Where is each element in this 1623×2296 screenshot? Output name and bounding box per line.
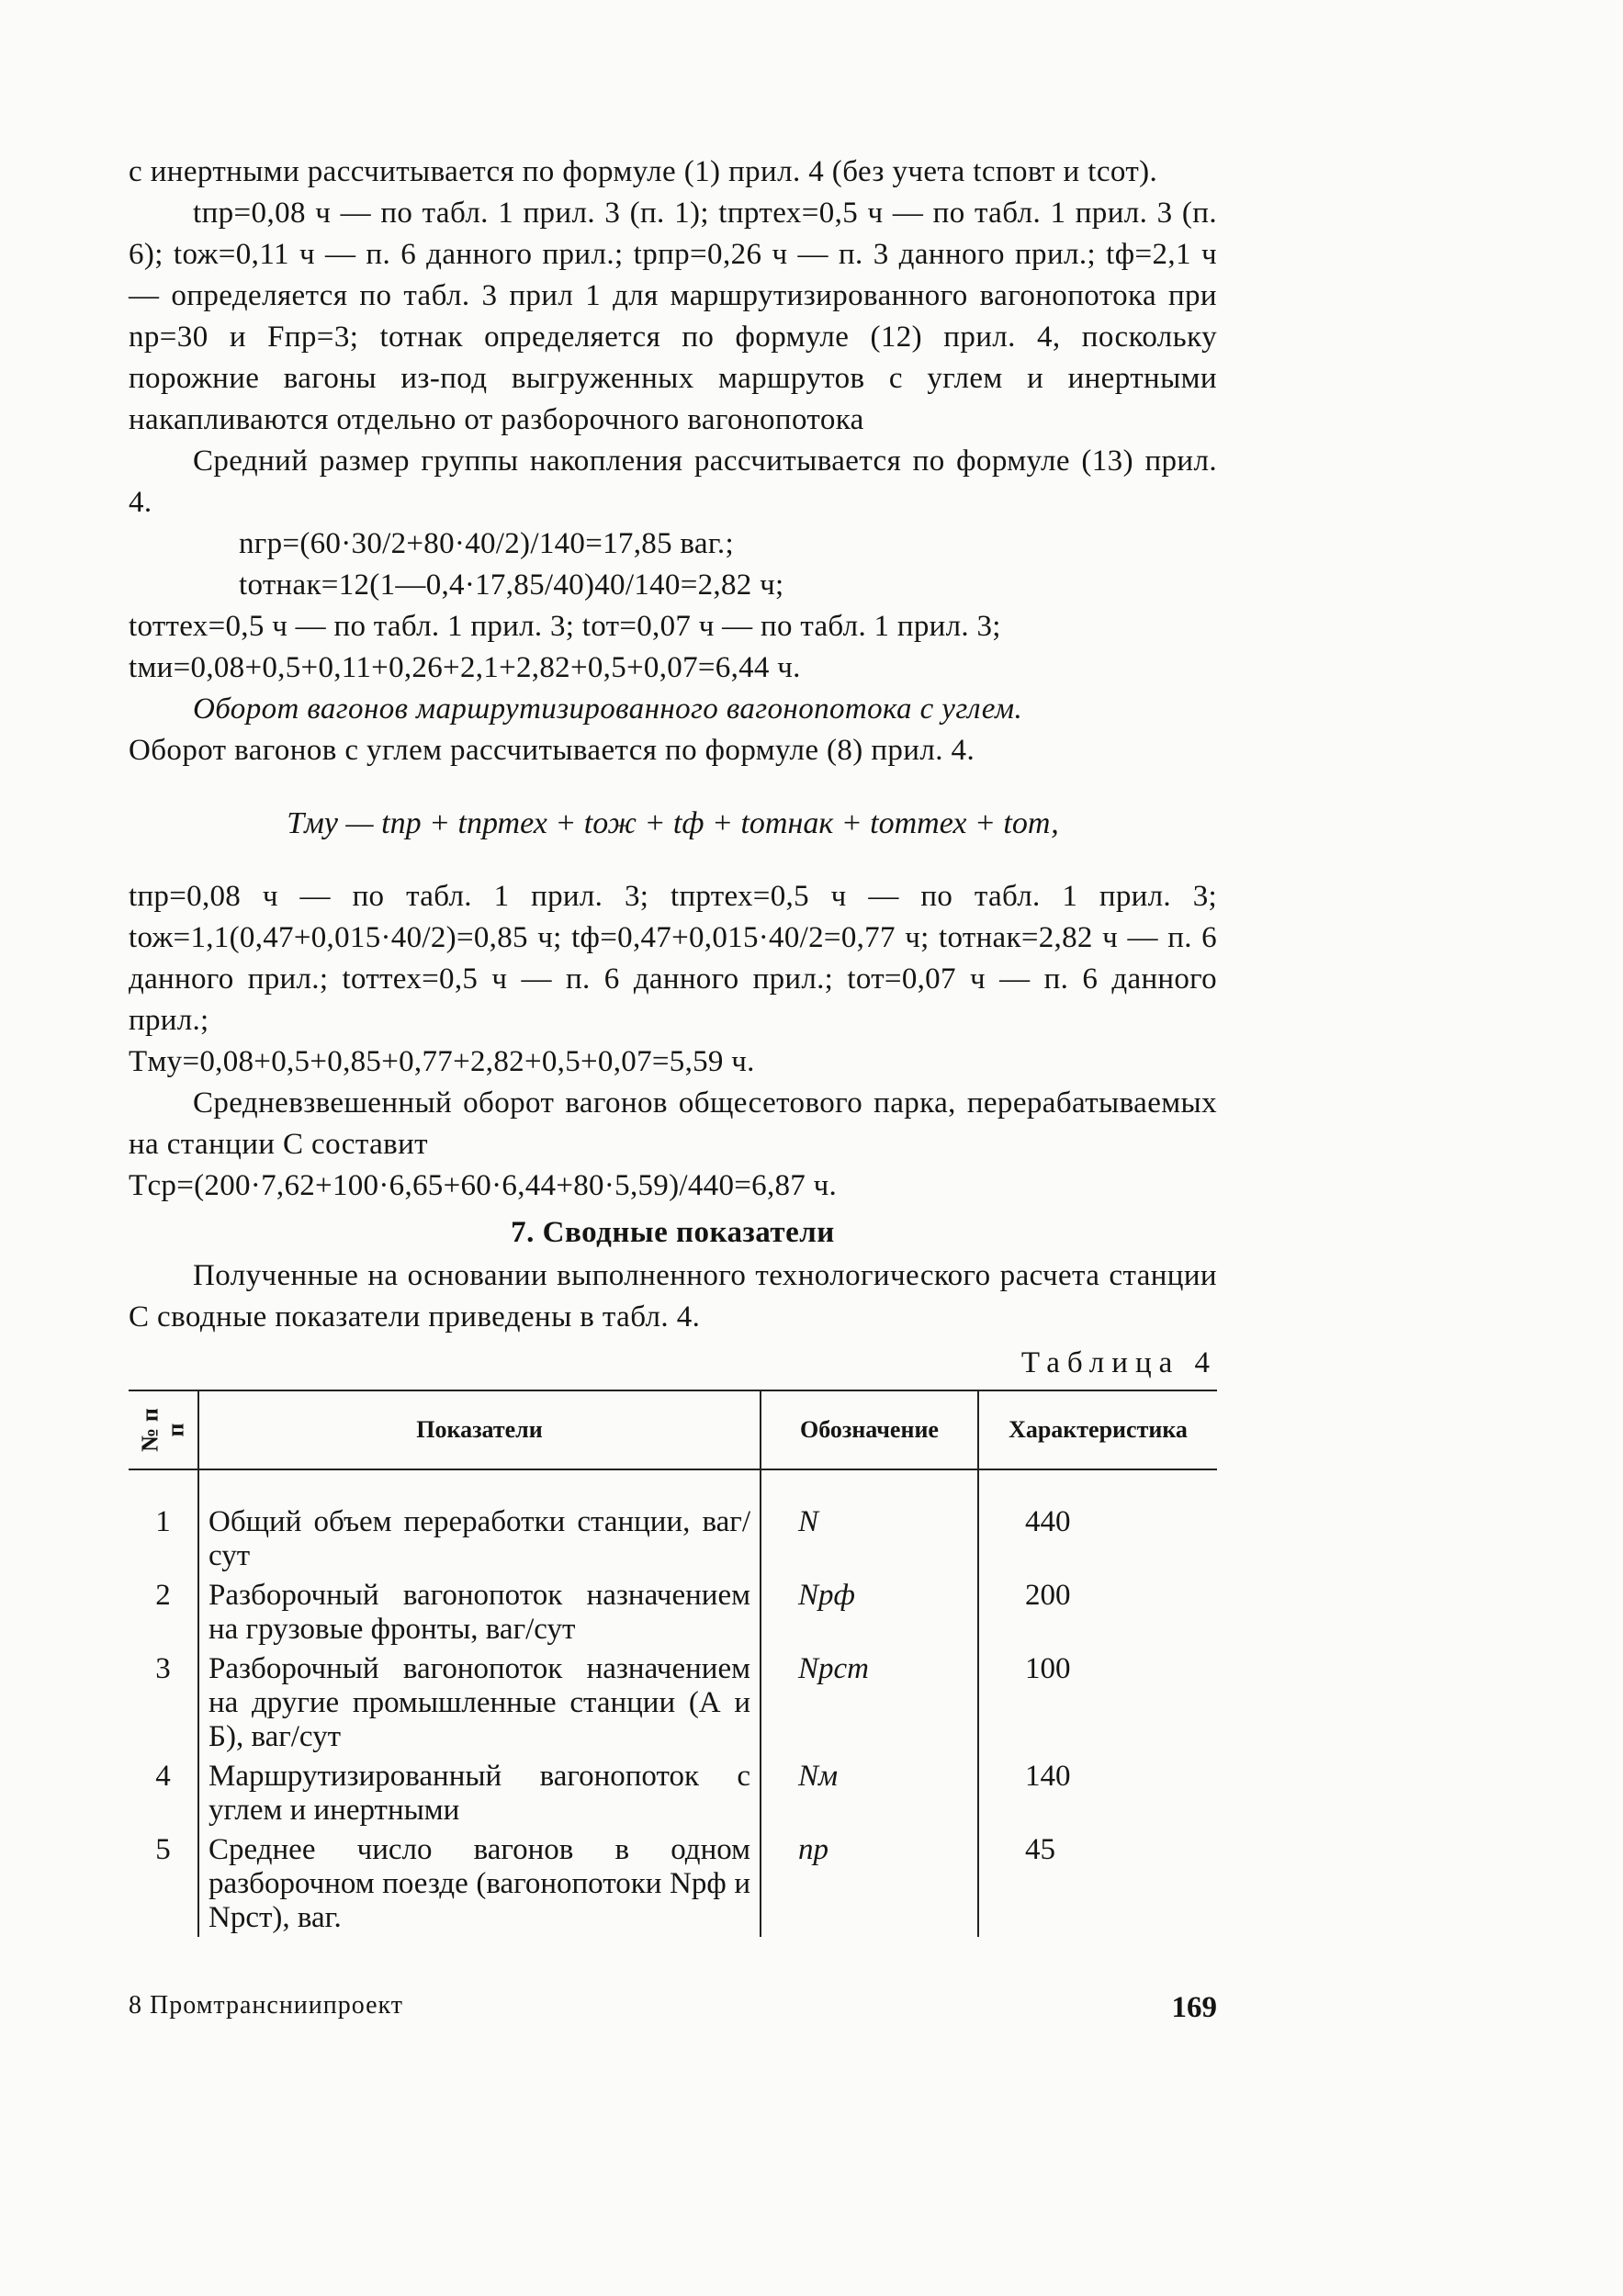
cell-symbol: N [761,1469,978,1575]
cell-symbol: Nрст [761,1649,978,1756]
cell-indicator: Среднее число вагонов в одном разборочном поезде (вагонопотоки Nрф и Nрст), ваг. [198,1829,761,1937]
cell-number: 3 [155,1652,171,1685]
summary-table [129,1390,1217,1937]
cell-value: 45 [978,1829,1217,1937]
table-row [129,1649,1217,1756]
cell-indicator: Разборочный вагонопоток назначением на другие промышленные станции (А и Б), ваг/сут [198,1649,761,1756]
column-header-value: Характеристика [978,1390,1217,1469]
table-row [129,1575,1217,1649]
cell-symbol: nр [761,1829,978,1937]
formula-line: Tср=(200·7,62+100·6,65+60·6,44+80·5,59)/440=6,87 ч. [129,1169,838,1202]
cell-value: 440 [978,1469,1217,1575]
footer-publisher: 8 Промтрансниипроект [129,1991,404,2020]
table-header-row [129,1390,1217,1469]
cell-number: 5 [155,1833,171,1866]
formula-line: nгр=(60·30/2+80·40/2)/140=17,85 ваг.; [239,527,734,560]
column-header-symbol: Обозначение [761,1390,978,1469]
section-heading: 7. Сводные показатели [511,1216,835,1249]
paragraph: Средний размер группы накопления рассчитывается по формуле (13) прил. 4. [129,445,1217,519]
cell-number: 1 [155,1505,171,1538]
paragraph: Средневзвешенный оборот вагонов общесетового парка, перерабатываемых на станции С составит [129,1086,1217,1161]
column-header-number: № п п [129,1390,198,1469]
cell-indicator: Маршрутизированный вагонопоток с углем и инертными [198,1756,761,1829]
cell-indicator: Общий объем переработки станции, ваг/сут [198,1469,761,1575]
formula-line: tми=0,08+0,5+0,11+0,26+2,1+2,82+0,5+0,07=6,44 ч. [129,651,801,684]
page-number: 169 [1171,1991,1217,2024]
cell-symbol: Nм [761,1756,978,1829]
table-row [129,1756,1217,1829]
column-header-indicator: Показатели [198,1390,761,1469]
table-row [129,1829,1217,1937]
formula-line: Tму=0,08+0,5+0,85+0,77+2,82+0,5+0,07=5,59 ч. [129,1045,755,1078]
cell-indicator: Разборочный вагонопоток назначением на грузовые фронты, ваг/сут [198,1575,761,1649]
paragraph: tпр=0,08 ч — по табл. 1 прил. 3 (п. 1); tпртех=0,5 ч — по табл. 1 прил. 3 (п. 6); tож=0,11 ч — п. 6 данного прил.; tрпр=0,26 ч — п. 3 данного прил.; tф=2,1 ч — определяется по табл. 3 прил 1 для маршрутизированного вагонопотока при nр=30 и Fпр=3; tотнак определяется по формуле (12) прил. 4, поскольку порожние вагоны из-под выгруженных маршрутов с углем и инертными накапливаются отдельно от разборочного вагонопотока [129,197,1217,436]
cell-value: 200 [978,1575,1217,1649]
paragraph: Полученные на основании выполненного технологического расчета станции С сводные показатели приведены в табл. 4. [129,1259,1217,1334]
paragraph: Оборот вагонов с углем рассчитывается по формуле (8) прил. 4. [129,734,975,767]
formula: Tму — tпр + tпртех + tож + tф + tотнак + tоттех + tот, [287,806,1059,840]
cell-number: 4 [155,1760,171,1793]
cell-number: 2 [155,1579,171,1612]
subsection-title: Оборот вагонов маршрутизированного вагонопотока с углем. [193,692,1023,726]
cell-value: 140 [978,1756,1217,1829]
paragraph: с инертными рассчитывается по формуле (1) прил. 4 (без учета tсповт и tсот). [129,155,1158,188]
formula-line: tпр=0,08 ч — по табл. 1 прил. 3; tпртех=0,5 ч — по табл. 1 прил. 3; tож=1,1(0,47+0,015·40/2)=0,85 ч; tф=0,47+0,015·40/2=0,77 ч; tотнак=2,82 ч — п. 6 данного прил.; tоттех=0,5 ч — п. 6 данного прил.; tот=0,07 ч — п. 6 данного прил.; [129,880,1217,1037]
table-row [129,1469,1217,1575]
table-caption: Таблица 4 [1020,1346,1217,1379]
page-content [129,152,1217,1937]
formula-line: tоттех=0,5 ч — по табл. 1 прил. 3; tот=0,07 ч — по табл. 1 прил. 3; [129,610,1001,643]
cell-symbol: Nрф [761,1575,978,1649]
cell-value: 100 [978,1649,1217,1756]
formula-line: tотнак=12(1—0,4·17,85/40)40/140=2,82 ч; [239,568,784,602]
